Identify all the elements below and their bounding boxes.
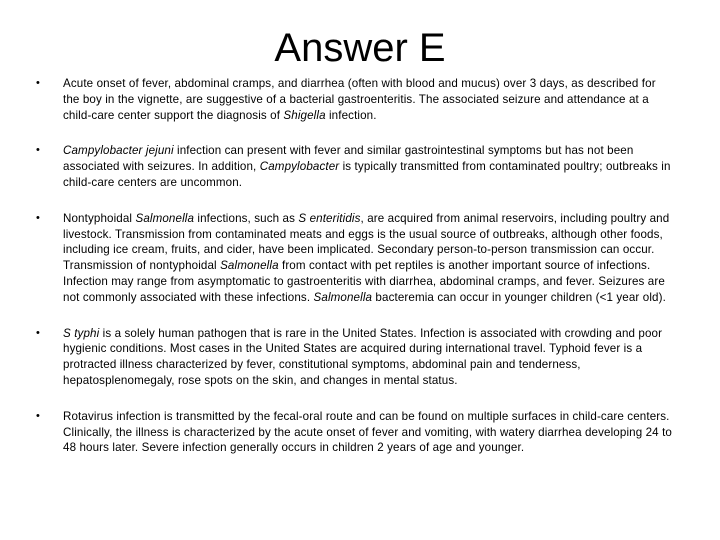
bullet-marker: • [36, 326, 40, 339]
bullet-marker: • [36, 77, 40, 89]
bullet-marker: • [36, 211, 40, 224]
bullet-list [36, 76, 672, 456]
bullet-item [36, 76, 672, 123]
bullet-item [36, 409, 672, 456]
bullet-text: Acute onset of fever, abdominal cramps, and diarrhea (often with blood and mucus) over 3 days, as described for the boy in the vignette, are suggestive of a bacterial gastroenteritis. The associated seizure and attendance at a child-care center support the diagnosis of Shigella infection. [63, 77, 656, 122]
bullet-text: Campylobacter jejuni infection can present with fever and similar gastrointestinal symptoms but has not been associated with seizures. In addition, Campylobacter is typically transmitted from contaminated poultry; outbreaks in child-care centers are uncommon. [63, 144, 671, 189]
bullet-text: Nontyphoidal Salmonella infections, such as S enteritidis, are acquired from animal reservoirs, including poultry and livestock. Transmission from contaminated meats and eggs is the usual source of outbreaks, although other foods, including ice cream, fruits, and cider, have been implicated. Secondary person-to-person transmission can occur. Transmission of nontyphoidal Salmonella from contact with pet reptiles is another important source of infections. Infection may range from asymptomatic to gastroenteritis with diarrhea, abdominal cramps, and fever. Seizures are not commonly associated with these infections. Salmonella bacteremia can occur in younger children (<1 year old). [63, 211, 670, 304]
bullet-marker: • [36, 409, 40, 422]
bullet-text: Rotavirus infection is transmitted by the fecal-oral route and can be found on multiple surfaces in child-care centers. Clinically, the illness is characterized by the acute onset of fever and vomiting, with watery diarrhea developing 24 to 48 hours later. Severe infection generally occurs in children 2 years of age and younger. [63, 409, 672, 455]
bullet-item [36, 211, 672, 306]
slide-title: Answer E [274, 26, 446, 70]
bullet-text: S typhi is a solely human pathogen that is rare in the United States. Infection is associated with crowding and poor hygienic conditions. Most cases in the United States are acquired during international travel. Typhoid fever is a protracted illness characterized by fever, constitutional symptoms, abdominal pain and tenderness, hepatosplenomegaly, rose spots on the skin, and changes in mental status. [63, 326, 663, 387]
bullet-item [36, 326, 672, 389]
bullet-item [36, 143, 672, 190]
bullet-marker: • [36, 144, 40, 157]
